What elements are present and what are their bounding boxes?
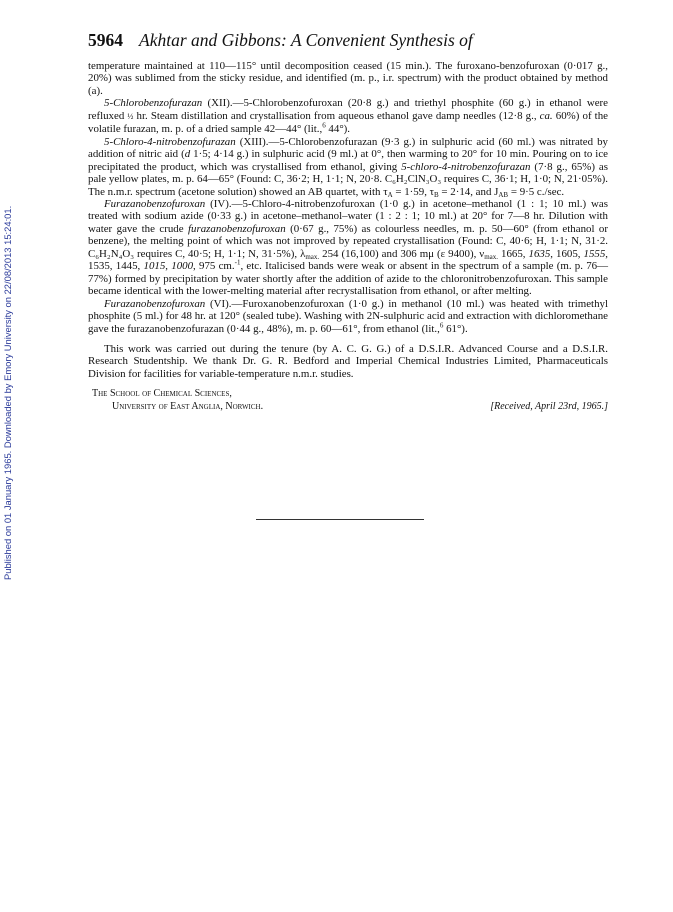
compound-title: Furazanobenzofuroxan: [104, 197, 206, 210]
received-date: [Received, April 23rd, 1965.]: [490, 400, 608, 412]
compound-title: 5-Chlorobenzofurazan: [104, 97, 203, 110]
affiliation-line-1: The School of Chemical Sciences,: [92, 388, 232, 400]
provenance-sidebar: [2, 110, 16, 580]
article-body: [88, 60, 608, 413]
paragraph-chloronitrobenzofurazan: 5-Chloro-4-nitrobenzofurazan (XIII).—5-Chlorobenzofurazan (9·3 g.) in sulphuric acid (60 ml.) was nitrated by addition of nitric aid (d 1·5; 4·14 g.) in sulphuric acid (9 ml.) at 0°, then warming to 20° for 10 min. Pouring on to ice precipitated the product, which was crystallised from ethanol, giving 5-chloro-4-nitrobenzofurazan (7·8 g., 65%) as pale yellow plates, m. p. 64—65° (Found: C, 36·2; H, 1·1; N, 20·8. C₆H₂ClN₃O₃ requires C, 36·1; H, 1·0; N, 21·05%). The n.m.r. spectrum (acetone solution) showed an AB quartet, with $\tau_A = 1\cdot 59$, $\tau_B = 2\cdot 14$, and $J_{AB} = 9\cdot 5$ c./sec.: [88, 135, 608, 199]
affiliation-line-2: [88, 401, 608, 413]
compound-name: 5-chloro-4-nitrobenzofurazan: [401, 160, 531, 173]
page-number: 5964: [88, 30, 123, 50]
page-header: [88, 30, 608, 51]
compound-title: Furazanobenzofuroxan: [104, 297, 206, 310]
compound-title: 5-Chloro-4-nitrobenzofurazan: [104, 135, 236, 148]
reference-mark: 6: [439, 320, 444, 329]
acknowledgement: This work was carried out during the tenure (by A. C. G. G.) of a D.S.I.R. Advanced Course and a D.S.I.R. Research Studentship. We thank Dr. G. R. Bedford and Imperial Chemical Industries Limited, Pharmaceuticals Division for facilities for variable-temperature n.m.r. studies.: [88, 342, 608, 380]
provenance-text: Published on 01 January 1965. Downloaded by Emory University on 22/08/2013 15:24:01.: [2, 205, 13, 580]
end-rule: [256, 519, 424, 520]
paragraph-furazanobenzofuroxan: Furazanobenzofuroxan (IV).—5-Chloro-4-nitrobenzofuroxan (1·0 g.) in acetone–methanol (1 : 1; 10 ml.) was treated with sodium azide (0·33 g.) in acetone–methanol–water (1 : 2 : 1; 10 ml.) at 20° for 7—8 hr. Dilution with water gave the crude furazanobenzofuroxan (0·67 g., 75%) as colourless needles, m. p. 50—60° (from ethanol or benzene), the melting point of which was not improved by repeated crystallisation (Found: C, 40·6; H, 1·1; N, 31·2. C₆H₂N₄O₃ requires C, 40·5; H, 1·1; N, 31·5%), $\lambda_{max.}$ 254 (16,100) and 306 mμ (ε 9400), $\nu_{max.}$ 1665, 1635, 1605, 1555, 1535, 1445, 1015, 1000, 975 cm.$^{-1}$, etc. Italicised bands were weak or absent in the spectrum of a sample (m. p. 76—77%) formed by precipitation by water shortly after the addition of azide to the chloronitrobenzofuroxan. This sample became identical with the lower-melting material after recrystallisation from ethanol, or after melting.: [88, 197, 609, 298]
paragraph-chlorobenzofurazan: 5-Chlorobenzofurazan (XII).—5-Chlorobenzofuroxan (20·8 g.) and triethyl phosphite (60 g.) in ethanol were refluxed ½ hr. Steam distillation and crystallisation from aqueous ethanol gave damp needles (12·8 g., ca. 60%) of the volatile furazan, m. p. of a dried sample 42—44° (lit.,$^6$ 44°).: [88, 97, 608, 136]
running-title: Akhtar and Gibbons: A Convenient Synthesis of: [139, 30, 473, 50]
reference-mark: 6: [322, 121, 326, 130]
affiliation-university: University of East Anglia, Norwich.: [112, 400, 264, 412]
affiliation-block: [88, 388, 608, 413]
paragraph-furazanobenzofurazan: Furazanobenzofuroxan (VI).—Furoxanobenzofuroxan (1·0 g.) in methanol (10 ml.) was heated with trimethyl phosphite (5 ml.) for 48 hr. at 120° (sealed tube). Washing with 2N-sulphuric acid and extraction with dichloromethane gave the furazanobenzofurazan (0·44 g., 48%), m. p. 60—61°, from ethanol (lit.,$^6$ 61°).: [88, 297, 608, 335]
compound-name: furazanobenzofuroxan: [188, 222, 286, 235]
paragraph-continuation: temperature maintained at 110—115° until decomposition ceased (15 min.). The furoxano-benzofuroxan (0·017 g., 20%) was sublimed from the sticky residue, and identified (m. p., i.r. spectrum) with the product obtained by method (a).: [88, 60, 608, 97]
